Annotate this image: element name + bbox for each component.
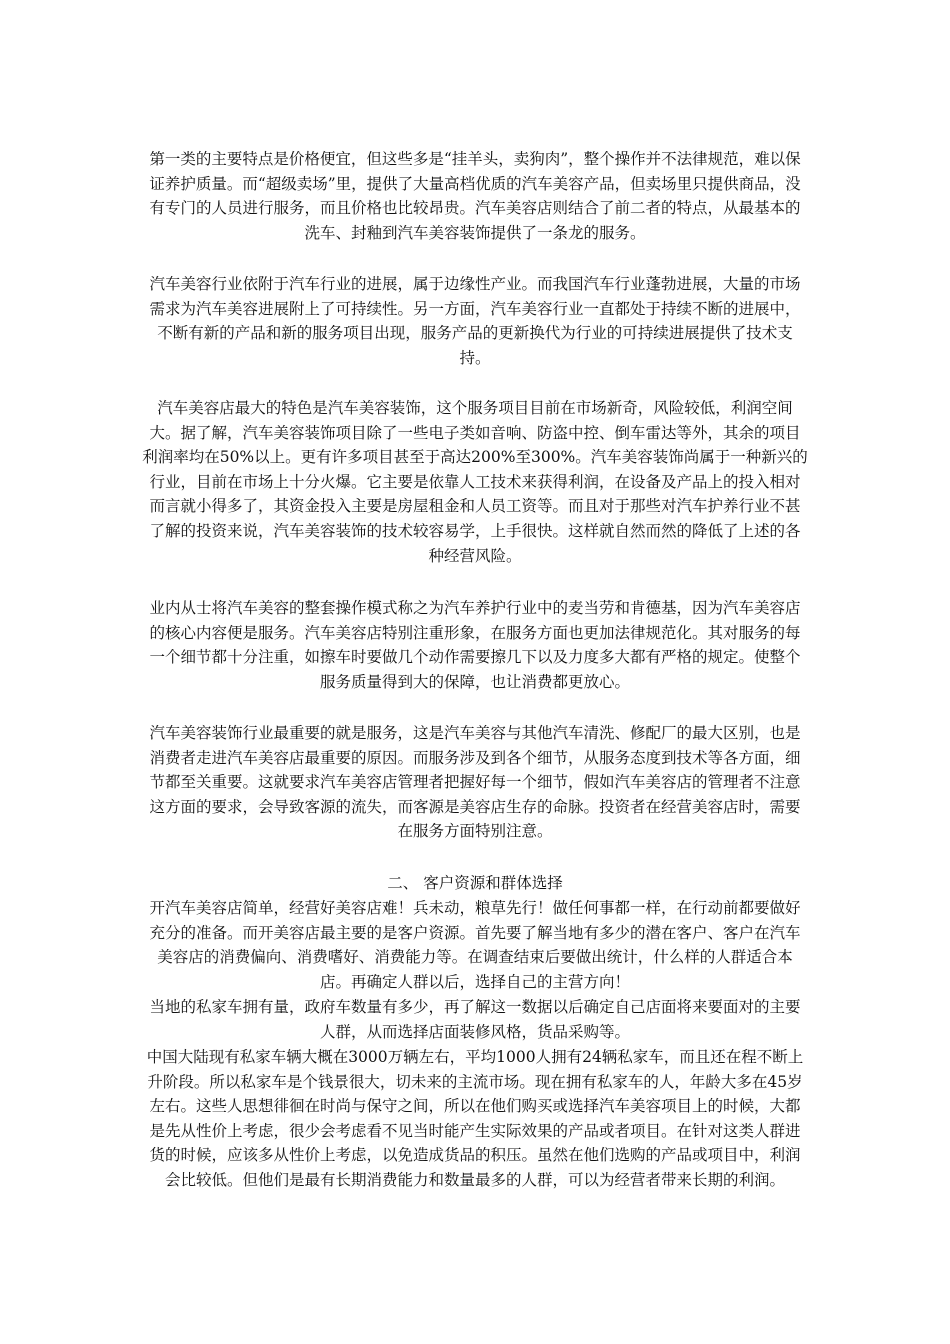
section-paragraph-2: 当地的私家车拥有量，政府车数量有多少，再了解这一数据以后确定自己店面将来要面对的主要人群，从而选择店面装修风格，货品采购等。 bbox=[149, 998, 801, 1041]
paragraph-1: 第一类的主要特点是价格便宜，但这些多是“挂羊头，卖狗肉”，整个操作并不法律规范，难以保证养护质量。而“超级卖场”里，提供了大量高档优质的汽车美容产品，但卖场里只提供商品，没有专门的人员进行服务，而且价格也比较昂贵。汽车美容店则结合了前二者的特点，从最基本的洗车、封釉到汽车美容装饰提供了一条龙的服务。 bbox=[149, 150, 801, 242]
paragraph-3: 汽车美容店最大的特色是汽车美容装饰，这个服务项目目前在市场新奇，风险较低，利润空间大。据了解，汽车美容装饰项目除了一些电子类如音响、防盗中控、倒车雷达等外，其余的项目利润率均在50%以上。更有许多项目甚至于高达200%至300%。汽车美容装饰尚属于一种新兴的行业，目前在市场上十分火爆。它主要是依靠人工技术来获得利润，在设备及产品上的投入相对而言就小得多了，其资金投入主要是房屋租金和人员工资等。而且对于那些对汽车护养行业不甚了解的投资来说，汽车美容装饰的技术较容易学，上手很快。这样就自然而然的降低了上述的各种经营风险。 bbox=[142, 399, 808, 565]
paragraph-5: 汽车美容装饰行业最重要的就是服务，这是汽车美容与其他汽车清洗、修配厂的最大区别，也是消费者走进汽车美容店最重要的原因。而服务涉及到各个细节，从服务态度到技术等各方面，细节都至关重要。这就要求汽车美容店管理者把握好每一个细节，假如汽车美容店的管理者不注意这方面的要求，会导致客源的流失，而客源是美容店生存的命脉。投资者在经营美容店时，需要在服务方面特别注意。 bbox=[149, 724, 801, 841]
section-paragraph-3: 中国大陆现有私家车辆大概在3000万辆左右，平均1000人拥有24辆私家车，而且还在程不断上升阶段。所以私家车是个钱景很大，切未来的主流市场。现在拥有私家车的人，年龄大多在45岁左右。这些人思想徘徊在时尚与保守之间，所以在他们购买或选择汽车美容项目上的时候，大都是先从性价上考虑，很少会考虑看不见当时能产生实际效果的产品或者项目。在针对这类人群进货的时候，应该多从性价上考虑，以免造成货品的积压。虽然在他们选购的产品或项目中，利润会比较低。但他们是最有长期消费能力和数量最多的人群，可以为经营者带来长期的利润。 bbox=[146, 1048, 804, 1189]
section-paragraph-1: 开汽车美容店简单，经营好美容店难！兵未动，粮草先行！做任何事都一样，在行动前都要做好充分的准备。而开美容店最主要的是客户资源。首先要了解当地有多少的潜在客户、客户在汽车美容店的消费偏向、消费嗜好、消费能力等。在调查结束后要做出统计，什么样的人群适合本店。再确定人群以后，选择自己的主营方向！ bbox=[149, 899, 801, 991]
section-heading: 二、 客户资源和群体选择 bbox=[387, 874, 563, 892]
paragraph-2: 汽车美容行业依附于汽车行业的进展，属于边缘性产业。而我国汽车行业蓬勃进展，大量的市场需求为汽车美容进展附上了可持续性。另一方面，汽车美容行业一直都处于持续不断的进展中，不断有新的产品和新的服务项目出现，服务产品的更新换代为行业的可持续进展提供了技术支持。 bbox=[149, 275, 801, 367]
paragraph-4: 业内从士将汽车美容的整套操作模式称之为汽车养护行业中的麦当劳和肯德基，因为汽车美容店的核心内容便是服务。汽车美容店特别注重形象，在服务方面也更加法律规范化。其对服务的每一个细节都十分注重，如擦车时要做几个动作需要擦几下以及力度多大都有严格的规定。使整个服务质量得到大的保障，也让消费都更放心。 bbox=[149, 599, 801, 691]
